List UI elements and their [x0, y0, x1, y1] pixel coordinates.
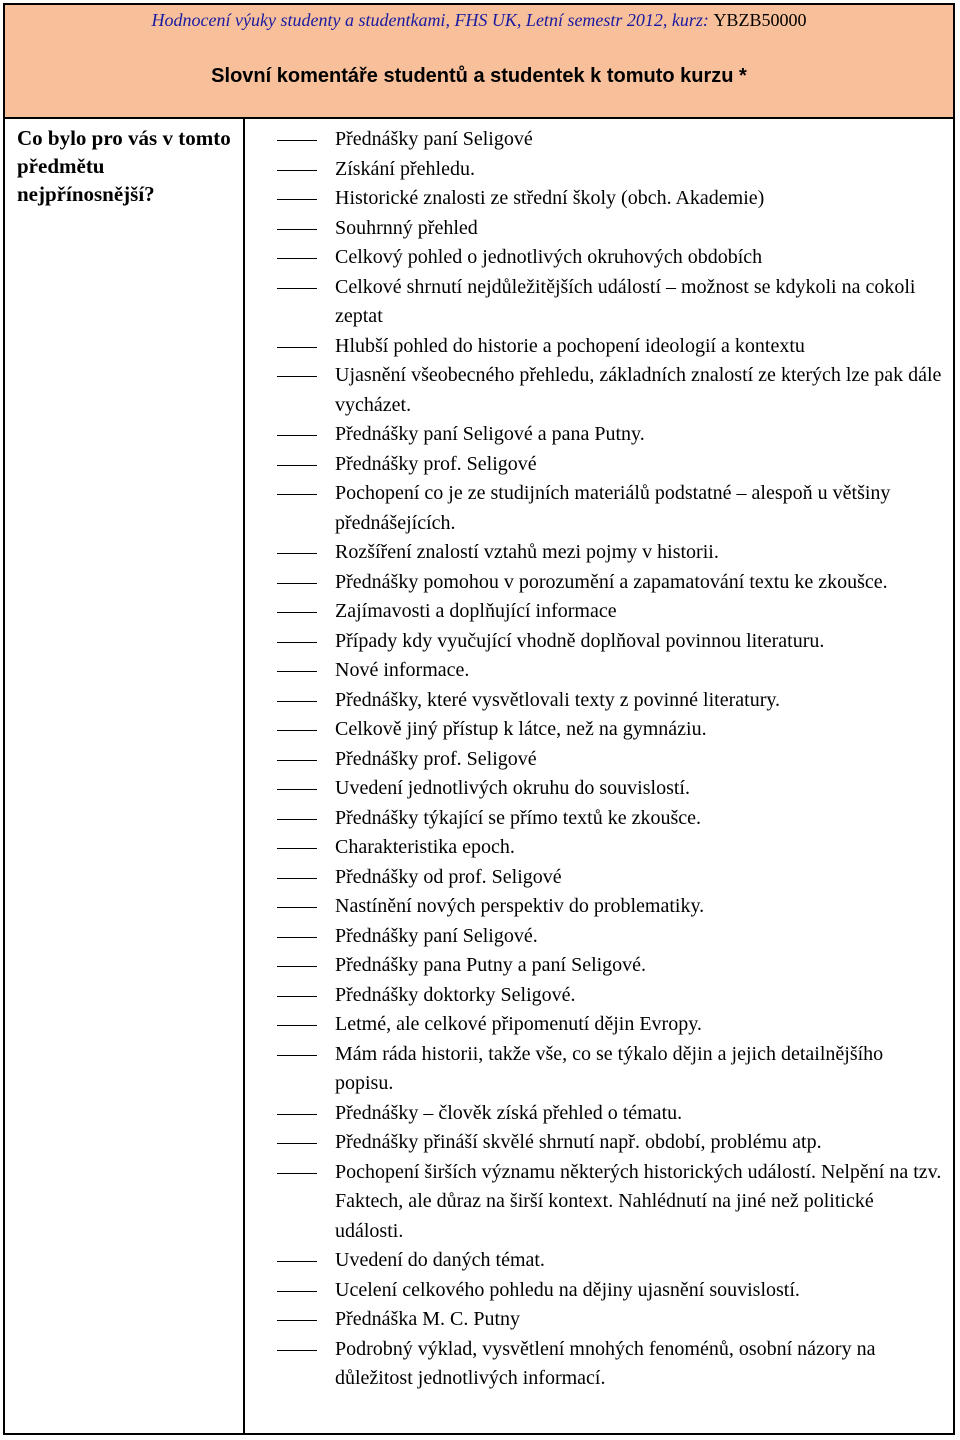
comment-item — [245, 922, 953, 952]
dash-bullet-icon — [277, 1025, 317, 1026]
dash-bullet-icon — [277, 258, 317, 259]
dash-bullet-icon — [277, 553, 317, 554]
dash-bullet-icon — [277, 1350, 317, 1351]
comment-item — [245, 479, 953, 538]
comment-text: Ucelení celkového pohledu na dějiny ujasnění souvislostí. — [335, 1278, 800, 1301]
comment-text: Přednášky od prof. Seligové — [335, 865, 562, 888]
comment-item — [245, 273, 953, 332]
comment-text: Podrobný výklad, vysvětlení mnohých fenoménů, osobní názory na důležitost jednotlivých informací. — [335, 1337, 876, 1389]
comment-item — [245, 1128, 953, 1158]
dash-bullet-icon — [277, 730, 317, 731]
dash-bullet-icon — [277, 996, 317, 997]
question-column — [5, 117, 245, 1433]
comment-item — [245, 1158, 953, 1247]
comment-item — [245, 214, 953, 244]
dash-bullet-icon — [277, 465, 317, 466]
comment-item — [245, 184, 953, 214]
comment-text: Souhrnný přehled — [335, 216, 478, 239]
evaluation-table — [3, 3, 955, 1435]
dash-bullet-icon — [277, 937, 317, 938]
comment-item — [245, 774, 953, 804]
dash-bullet-icon — [277, 642, 317, 643]
comment-item — [245, 833, 953, 863]
dash-bullet-icon — [277, 789, 317, 790]
comment-item — [245, 981, 953, 1011]
comment-item — [245, 656, 953, 686]
dash-bullet-icon — [277, 199, 317, 200]
comment-text: Charakteristika epoch. — [335, 836, 515, 858]
comment-text: Pochopení co je ze studijních materiálů podstatné – alespoň u většiny přednášejících. — [335, 482, 891, 534]
comment-item — [245, 361, 953, 420]
comment-item — [245, 627, 953, 657]
dash-bullet-icon — [277, 760, 317, 761]
comment-item — [245, 745, 953, 775]
comment-item — [245, 332, 953, 362]
comment-item — [245, 1010, 953, 1040]
comment-text: Přednášky přináší skvělé shrnutí např. období, problému atp. — [335, 1131, 822, 1153]
comment-text: Přednášky doktorky Seligové. — [335, 983, 576, 1006]
course-code: YBZB50000 — [713, 10, 807, 30]
comment-text: Letmé, ale celkové připomenutí dějin Evropy. — [335, 1013, 702, 1035]
dash-bullet-icon — [277, 229, 317, 230]
comment-item — [245, 715, 953, 745]
comment-text: Pochopení širších významu některých historických událostí. Nelpění na tzv. Faktech, ale důraz na širší kontext. Nahlédnutí na jiné než politické události. — [335, 1160, 942, 1242]
comment-item — [245, 686, 953, 716]
dash-bullet-icon — [277, 819, 317, 820]
comment-text: Mám ráda historii, takže vše, co se týkalo dějin a jejich detailnějšího popisu. — [335, 1042, 884, 1094]
comment-text: Nové informace. — [335, 659, 470, 681]
dash-bullet-icon — [277, 671, 317, 672]
comment-item — [245, 1099, 953, 1129]
comment-text: Uvedení do daných témat. — [335, 1249, 545, 1271]
comment-text: Přednášky paní Seligové. — [335, 924, 538, 947]
header-subtitle — [5, 10, 953, 31]
dash-bullet-icon — [277, 1055, 317, 1056]
dash-bullet-icon — [277, 376, 317, 377]
dash-bullet-icon — [277, 878, 317, 879]
dash-bullet-icon — [277, 170, 317, 171]
dash-bullet-icon — [277, 1173, 317, 1174]
comment-text: Hlubší pohled do historie a pochopení ideologií a kontextu — [335, 334, 805, 357]
comment-text: Přednášky prof. Seligové — [335, 747, 537, 770]
comment-text: Přednášky prof. Seligové — [335, 452, 537, 475]
subtitle-text: Hodnocení výuky studenty a studentkami, FHS UK, Letní semestr 2012, kurz: — [151, 10, 709, 30]
comment-item — [245, 892, 953, 922]
header-title: Slovní komentáře studentů a studentek k tomuto kurzu * — [211, 65, 747, 87]
comment-text: Rozšíření znalostí vztahů mezi pojmy v historii. — [335, 541, 719, 563]
comment-text: Přednášky, které vysvětlovali texty z povinné literatury. — [335, 688, 781, 711]
dash-bullet-icon — [277, 583, 317, 584]
comment-item — [245, 538, 953, 568]
dash-bullet-icon — [277, 140, 317, 141]
dash-bullet-icon — [277, 347, 317, 348]
comment-text: Získání přehledu. — [335, 157, 475, 180]
dash-bullet-icon — [277, 612, 317, 613]
comment-item — [245, 1276, 953, 1306]
comment-item — [245, 1040, 953, 1099]
comment-item — [245, 597, 953, 627]
dash-bullet-icon — [277, 907, 317, 908]
dash-bullet-icon — [277, 966, 317, 967]
comment-text: Celkové shrnutí nejdůležitějších událostí – možnost se kdykoli na cokoli zeptat — [335, 275, 916, 327]
comment-text: Přednášky paní Seligové — [335, 128, 533, 150]
comment-text: Přednášky – člověk získá přehled o tématu. — [335, 1101, 683, 1124]
comment-item — [245, 804, 953, 834]
comment-item — [245, 125, 953, 155]
comment-text: Zajímavosti a doplňující informace — [335, 600, 617, 622]
comment-item — [245, 568, 953, 598]
comment-text: Přednášky paní Seligové a pana Putny. — [335, 423, 645, 445]
dash-bullet-icon — [277, 1320, 317, 1321]
comment-text: Celkově jiný přístup k látce, než na gymnáziu. — [335, 718, 707, 740]
comment-list — [245, 117, 953, 1394]
dash-bullet-icon — [277, 435, 317, 436]
comment-item — [245, 1246, 953, 1276]
comment-text: Ujasnění všeobecného přehledu, základních znalostí ze kterých lze pak dále vycházet. — [335, 364, 942, 416]
dash-bullet-icon — [277, 494, 317, 495]
question-label: Co bylo pro vás v tomto předmětu nejpřínosnější? — [17, 126, 231, 206]
comment-item — [245, 420, 953, 450]
comment-item — [245, 951, 953, 981]
comment-item — [245, 1305, 953, 1335]
comments-column — [245, 117, 953, 1433]
comment-text: Nastínění nových perspektiv do problematiky. — [335, 895, 705, 917]
dash-bullet-icon — [277, 1143, 317, 1144]
comment-item — [245, 1335, 953, 1394]
dash-bullet-icon — [277, 701, 317, 702]
comment-text: Přednášky pomohou v porozumění a zapamatování textu ke zkoušce. — [335, 570, 888, 593]
comment-text: Případy kdy vyučující vhodně doplňoval povinnou literaturu. — [335, 629, 825, 652]
comment-text: Historické znalosti ze střední školy (obch. Akademie) — [335, 187, 765, 209]
comment-text: Přednášky pana Putny a paní Seligové. — [335, 954, 647, 976]
dash-bullet-icon — [277, 1261, 317, 1262]
dash-bullet-icon — [277, 1291, 317, 1292]
dash-bullet-icon — [277, 848, 317, 849]
comment-item — [245, 450, 953, 480]
comment-text: Celkový pohled o jednotlivých okruhových obdobích — [335, 246, 763, 268]
dash-bullet-icon — [277, 1114, 317, 1115]
comment-item — [245, 243, 953, 273]
dash-bullet-icon — [277, 288, 317, 289]
comment-item — [245, 863, 953, 893]
comment-text: Přednášky týkající se přímo textů ke zkoušce. — [335, 806, 702, 829]
comment-item — [245, 155, 953, 185]
table-header — [5, 5, 953, 119]
comment-text: Uvedení jednotlivých okruhu do souvislostí. — [335, 777, 690, 799]
comment-text: Přednáška M. C. Putny — [335, 1308, 520, 1330]
